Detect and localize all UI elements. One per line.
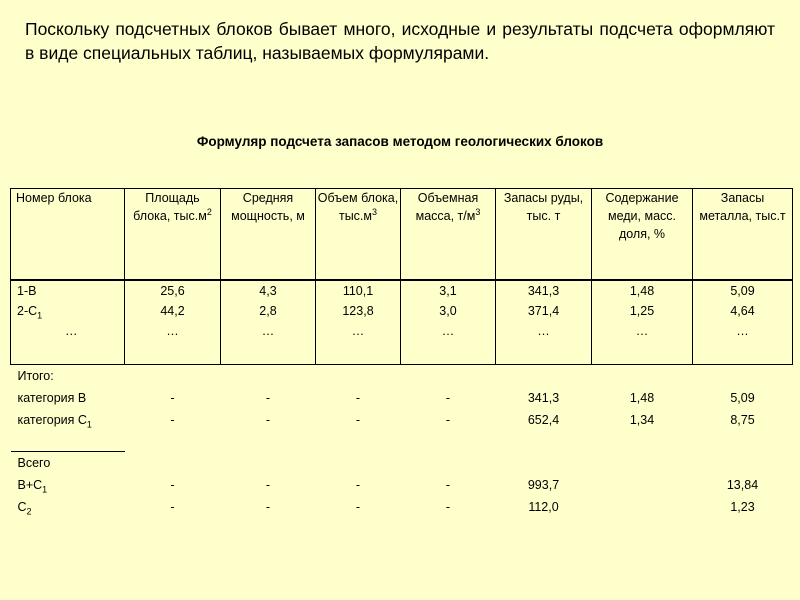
cell-totals-ore: 341,3 652,4 <box>496 365 592 452</box>
cell-totals-density: - - <box>401 365 496 452</box>
cell-ore: 341,3 371,4 … <box>496 280 592 365</box>
cell-totals-labels: Итого: категория В категория $С_1$ <box>11 365 125 452</box>
cell-thickness: 4,3 2,8 … <box>221 280 316 365</box>
cell-totals-volume: - - <box>316 365 401 452</box>
header-copper-content: Содержание меди, масс. доля, % <box>592 189 693 281</box>
reserves-form-table <box>10 188 793 542</box>
cell-totals-area: - - <box>125 365 221 452</box>
cell-volume: 110,1 123,8 … <box>316 280 401 365</box>
table-row-totals <box>11 365 793 452</box>
cell-grand-ore: 993,7 112,0 <box>527 477 560 514</box>
cell-metal: 5,09 4,64 … <box>693 280 793 365</box>
cell-grand-density: - - <box>445 477 451 514</box>
header-block-number: Номер блока <box>11 189 125 281</box>
intro-paragraph: Поскольку подсчетных блоков бывает много, исходные и результаты подсчета оформляют в виде специальных таблиц, называемых формулярами. <box>25 19 775 63</box>
cell-density: 3,1 3,0 … <box>401 280 496 365</box>
header-area: Площадь блока, $тыс.м^2$ <box>125 189 221 281</box>
table-row-grand-total <box>11 452 793 543</box>
cell-copper: 1,48 1,25 … <box>592 280 693 365</box>
header-thickness: Средняя мощность, м <box>221 189 316 281</box>
cell-grand-volume: - - <box>355 477 361 514</box>
header-ore-reserves: Запасы руды, тыс. т <box>496 189 592 281</box>
cell-grand-thickness: - - <box>265 477 271 514</box>
header-row <box>11 189 793 281</box>
cell-totals-thickness: - - <box>221 365 316 452</box>
header-metal-reserves: Запасы металла, тыс.т <box>693 189 793 281</box>
header-volume: Объем блока, $тыс.м^3$ <box>316 189 401 281</box>
cell-grand-labels: Всего $В+С_1$ $С_2$ <box>11 452 125 543</box>
cell-grand-copper <box>592 452 693 543</box>
table-title: Формуляр подсчета запасов методом геологических блоков <box>196 134 604 149</box>
cell-grand-metal: 13,84 1,23 <box>726 477 759 514</box>
cell-totals-copper: 1,48 1,34 <box>592 365 693 452</box>
cell-area: 25,6 44,2 … <box>125 280 221 365</box>
cell-grand-area: - - <box>170 477 175 514</box>
cell-block-numbers: 1-В $2-С_1$ … <box>11 280 125 365</box>
cell-totals-metal: 5,09 8,75 <box>693 365 793 452</box>
table-row-blocks <box>11 280 793 365</box>
header-density: Объемная масса, $т/м^3$ <box>401 189 496 281</box>
